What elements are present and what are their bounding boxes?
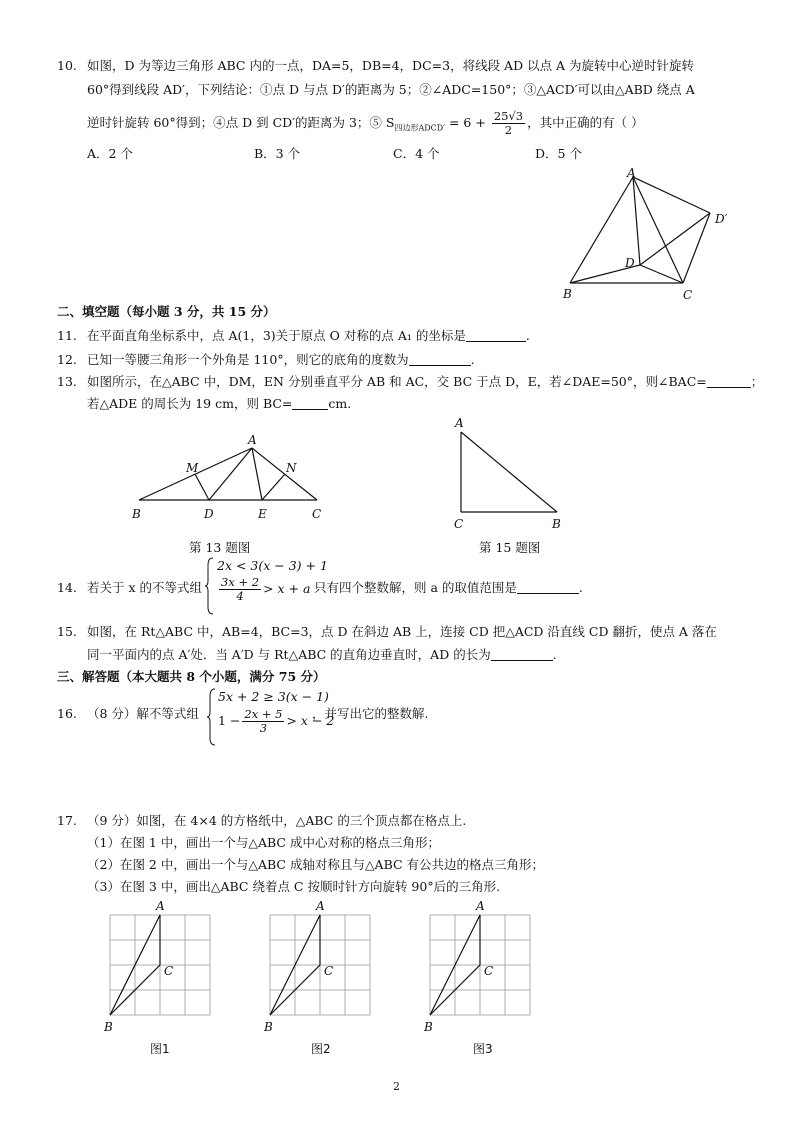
fig13-edge-md bbox=[195, 474, 209, 500]
q17-item-2: （2）在图 2 中，画出一个与△ABC 成轴对称且与△ABC 有公共边的格点三角形； bbox=[87, 857, 545, 872]
q12-number: 12. bbox=[57, 352, 77, 367]
fig13-caption: 第 13 题图 bbox=[189, 540, 251, 555]
q17-figure-1-caption: 图1 bbox=[150, 1042, 170, 1056]
q17-fig1-label-b: B bbox=[104, 1020, 113, 1034]
q16-ineq-1: 5x + 2 ≥ 3(x − 1) bbox=[218, 689, 329, 704]
q10-line1 bbox=[57, 58, 694, 74]
q10-fraction bbox=[492, 110, 525, 137]
q17-fig2-label-a: A bbox=[316, 899, 325, 913]
q11-text: 在平面直角坐标系中，点 A(1，3)关于原点 O 对称的点 A₁ 的坐标是 bbox=[87, 328, 466, 343]
fig13-label-n: N bbox=[286, 461, 297, 475]
q16 bbox=[57, 706, 199, 722]
q10-label-b: B bbox=[563, 287, 572, 301]
q15-line1 bbox=[57, 624, 717, 640]
q15-text-1: 如图，在 Rt△ABC 中，AB=4，BC=3，点 D 在斜边 AB 上，连接 CD 把△ACD 沿直线 CD 翻折，使点 A 落在 bbox=[87, 624, 717, 639]
q10-figure bbox=[555, 165, 755, 305]
fig13 bbox=[125, 430, 335, 525]
q13-text-1: 如图所示，在△ABC 中，DM，EN 分别垂直平分 AB 和 AC，交 BC 于点 D，E，若∠DAE=50°，则∠BAC= bbox=[87, 374, 707, 389]
q17-fig1-label-c: C bbox=[164, 964, 174, 978]
page-number: 2 bbox=[393, 1080, 400, 1093]
q16-text: （8 分）解不等式组 bbox=[87, 706, 199, 721]
q10-edge-ac bbox=[633, 177, 683, 283]
fig15-caption: 第 15 题图 bbox=[479, 540, 541, 555]
fig13-label-b: B bbox=[132, 507, 141, 521]
q17-fig3-label-a: A bbox=[476, 899, 485, 913]
q17-figure-3-caption: 图3 bbox=[473, 1042, 493, 1056]
q16-frac bbox=[242, 708, 284, 735]
q17-figure-2 bbox=[260, 895, 380, 1035]
fig15-label-b: B bbox=[552, 517, 561, 531]
q14-frac-den: 4 bbox=[236, 589, 244, 603]
fig13-label-m: M bbox=[186, 461, 199, 475]
q17-number: 17. bbox=[57, 813, 77, 828]
q14-frac bbox=[219, 576, 261, 603]
q17-fig3-label-b: B bbox=[424, 1020, 433, 1034]
q15-end: . bbox=[552, 647, 557, 662]
q16-number: 16. bbox=[57, 706, 77, 721]
q17-figure-3 bbox=[420, 895, 540, 1035]
q14-number: 14. bbox=[57, 580, 77, 595]
q10-text-3: 逆时针旋转 60°得到；④点 D 到 CD′的距离为 3；⑤ S bbox=[87, 115, 395, 130]
q10-text-1: 如图，D 为等边三角形 ABC 内的一点，DA=5，DB=4，DC=3，将线段 AD 以点 A 为旋转中心逆时针旋转 bbox=[87, 58, 695, 73]
q11-end: . bbox=[525, 328, 530, 343]
q13-end-1: ； bbox=[750, 374, 764, 389]
q15-text-2: 同一平面内的点 A′处．当 A′D 与 Rt△ABC 的直角边垂直时，AD 的长为 bbox=[87, 647, 491, 662]
q12 bbox=[57, 352, 475, 368]
q12-answer-blank[interactable] bbox=[409, 353, 471, 366]
q10-text-tail: ，其中正确的有（ ） bbox=[527, 115, 644, 130]
q13-answer-blank-1[interactable] bbox=[707, 375, 751, 388]
q17-item-3: （3）在图 3 中，画出△ABC 绕着点 C 按顺时针方向旋转 90°后的三角形. bbox=[87, 879, 501, 894]
q10-area-eq: = 6 + bbox=[445, 115, 486, 130]
q12-end: . bbox=[470, 352, 475, 367]
q10-line3 bbox=[87, 110, 644, 137]
q13-end-2: cm. bbox=[328, 396, 352, 411]
q15-number: 15. bbox=[57, 624, 77, 639]
fig13-label-d: D bbox=[204, 507, 214, 521]
q14-frac-num: 3x + 2 bbox=[221, 575, 260, 589]
q10-label-d: D bbox=[625, 256, 635, 270]
fig15 bbox=[445, 410, 570, 535]
fig13-edge-ae bbox=[252, 448, 262, 500]
q17-fig3-label-c: C bbox=[484, 964, 494, 978]
q10-edge-ad-prime bbox=[633, 177, 710, 213]
q14-brace bbox=[205, 557, 215, 615]
q17-fig2-label-b: B bbox=[264, 1020, 273, 1034]
q17-fig1-label-a: A bbox=[156, 899, 165, 913]
q13-number: 13. bbox=[57, 374, 77, 389]
q10-label-a: A bbox=[627, 166, 636, 180]
fig13-edge-ne bbox=[262, 474, 285, 500]
fig15-label-a: A bbox=[455, 416, 464, 430]
q17-item-1: （1）在图 1 中，画出一个与△ABC 成中心对称的格点三角形； bbox=[87, 835, 440, 850]
q11 bbox=[57, 328, 530, 344]
q16-frac-den: 3 bbox=[259, 721, 268, 735]
q14-text: 若关于 x 的不等式组 bbox=[87, 580, 202, 595]
q10-line2: 60°得到线段 AD′，下列结论：①点 D 与点 D′的距离为 5；②∠ADC=150°；③△ACD′可以由△ABD 绕点 A bbox=[87, 82, 695, 97]
q17-intro bbox=[57, 813, 466, 829]
q13-text-2: 若△ADE 的周长为 19 cm，则 BC= bbox=[87, 396, 293, 411]
q10-area-subscript: 四边形ADCD′ bbox=[394, 123, 446, 133]
fig15-edge-ab bbox=[461, 432, 557, 512]
q13-line1 bbox=[57, 374, 763, 390]
q14-ineq-2 bbox=[217, 576, 310, 612]
q16-ineq-2-head: 1 − bbox=[218, 713, 241, 728]
q10-number: 10. bbox=[57, 58, 77, 73]
fig13-label-a: A bbox=[248, 433, 257, 447]
fig13-label-c: C bbox=[312, 507, 322, 521]
q17-figure-1 bbox=[100, 895, 220, 1035]
q13-answer-blank-2[interactable] bbox=[292, 397, 328, 410]
section-3-heading: 三、解答题（本大题共 8 个小题，满分 75 分） bbox=[57, 669, 326, 684]
q14-end: . bbox=[578, 580, 583, 595]
q13-line2 bbox=[87, 396, 351, 412]
q14-ineq-1: 2x < 3(x − 3) + 1 bbox=[217, 558, 328, 573]
q16-tail: ，并写出它的整数解. bbox=[312, 706, 429, 721]
q14-tail-text: 只有四个整数解，则 a 的取值范围是 bbox=[314, 580, 517, 595]
q16-frac-num: 2x + 5 bbox=[244, 707, 283, 721]
q10-label-d-prime: D′ bbox=[715, 212, 728, 226]
q14-answer-blank[interactable] bbox=[517, 581, 579, 594]
q14-ineq-2-tail: > x + a bbox=[263, 581, 311, 596]
q14-tail bbox=[314, 580, 583, 596]
q10-frac-den: 2 bbox=[504, 123, 513, 137]
q10-option-a: A．2 个 bbox=[87, 146, 133, 161]
q11-answer-blank[interactable] bbox=[466, 329, 526, 342]
q16-ineq-2-tail: > x − 2 bbox=[286, 713, 335, 728]
q10-edge-cd bbox=[640, 265, 683, 283]
q10-option-d: D．5 个 bbox=[535, 146, 582, 161]
q10-label-c: C bbox=[683, 288, 693, 302]
fig13-edge-ad bbox=[209, 448, 252, 500]
q17-intro-text: （9 分）如图，在 4×4 的方格纸中，△ABC 的三个顶点都在格点上. bbox=[87, 813, 467, 828]
q10-frac-num: 25√3 bbox=[493, 109, 524, 123]
q16-brace bbox=[207, 688, 217, 746]
q10-edge-ab bbox=[570, 177, 633, 283]
q10-option-b: B．3 个 bbox=[254, 146, 301, 161]
q15-answer-blank[interactable] bbox=[491, 648, 553, 661]
q17-figure-2-caption: 图2 bbox=[311, 1042, 331, 1056]
q14 bbox=[57, 580, 202, 596]
fig15-label-c: C bbox=[454, 517, 464, 531]
q11-number: 11. bbox=[57, 328, 77, 343]
q10-option-c: C．4 个 bbox=[393, 146, 440, 161]
section-2-heading: 二、填空题（每小题 3 分，共 15 分） bbox=[57, 304, 276, 319]
q15-line2 bbox=[87, 647, 557, 663]
q12-text: 已知一等腰三角形一个外角是 110°，则它的底角的度数为 bbox=[87, 352, 409, 367]
q17-fig2-label-c: C bbox=[324, 964, 334, 978]
fig13-label-e: E bbox=[258, 507, 267, 521]
